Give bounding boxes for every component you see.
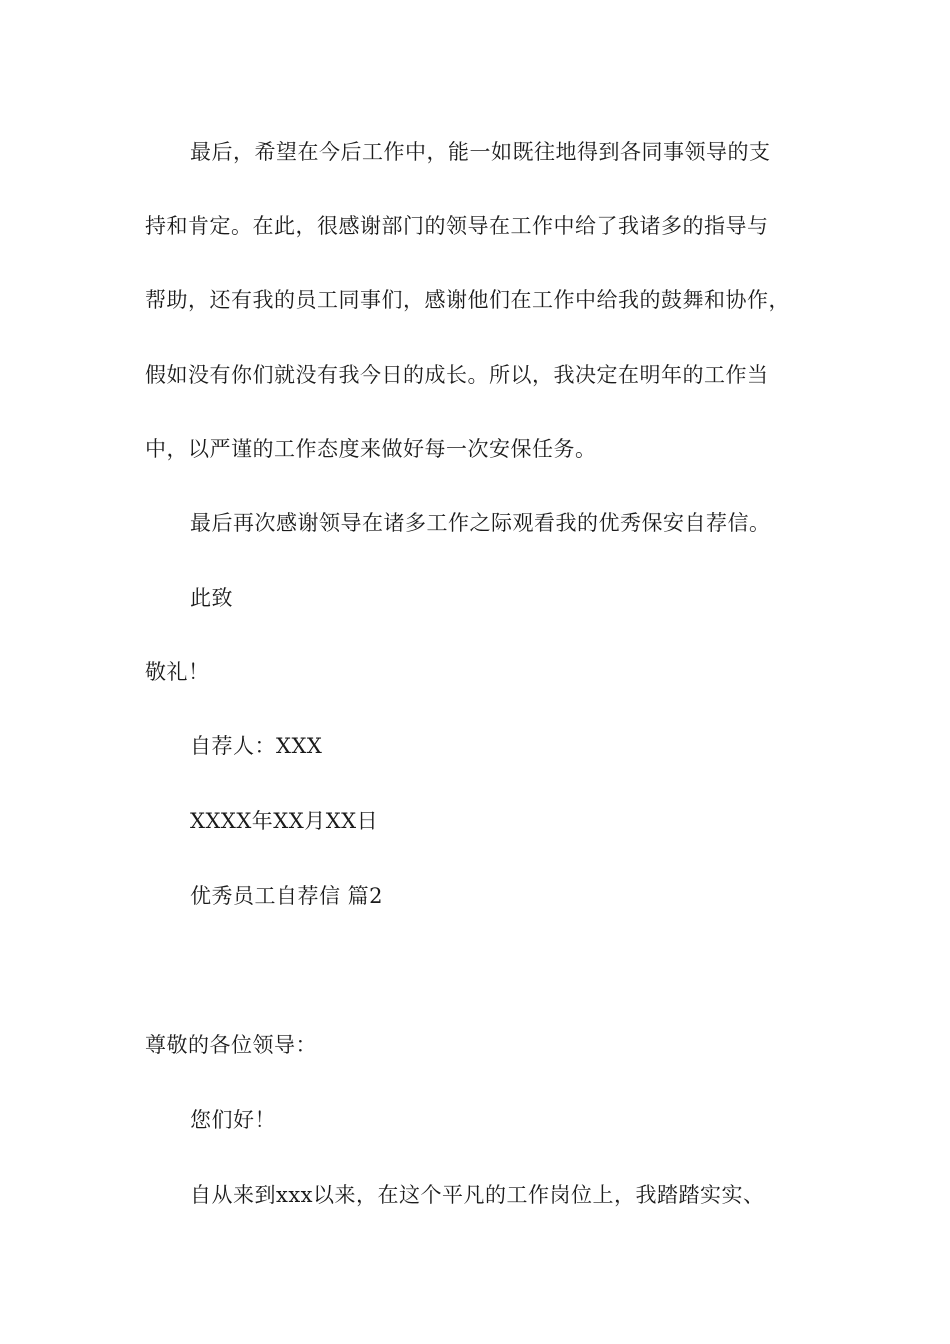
closing-line-2: 敬礼！ [145,660,210,684]
paragraph-1-line-2: 持和肯定。在此，很感谢部门的领导在工作中给了我诸多的指导与 [145,214,769,238]
closing-line-1: 此致 [190,586,233,610]
date: XXXX年XX月XX日 [190,809,379,833]
salutation: 尊敬的各位领导： [145,1033,317,1057]
signature: 自荐人：XXX [190,734,323,758]
paragraph-1-line-5: 中，以严谨的工作态度来做好每一次安保任务。 [145,437,597,461]
section-title: 优秀员工自荐信 篇2 [190,884,384,908]
paragraph-1-line-3: 帮助，还有我的员工同事们，感谢他们在工作中给我的鼓舞和协作， [145,288,790,312]
paragraph-1-line-4: 假如没有你们就没有我今日的成长。所以，我决定在明年的工作当 [145,363,769,387]
paragraph-2: 最后再次感谢领导在诸多工作之际观看我的优秀保安自荐信。 [190,511,771,535]
paragraph-1-line-1: 最后，希望在今后工作中，能一如既往地得到各同事领导的支 [190,140,771,164]
paragraph-3-line-1: 自从来到xxx以来，在这个平凡的工作岗位上，我踏踏实实、 [190,1183,765,1207]
greeting: 您们好！ [190,1108,276,1132]
